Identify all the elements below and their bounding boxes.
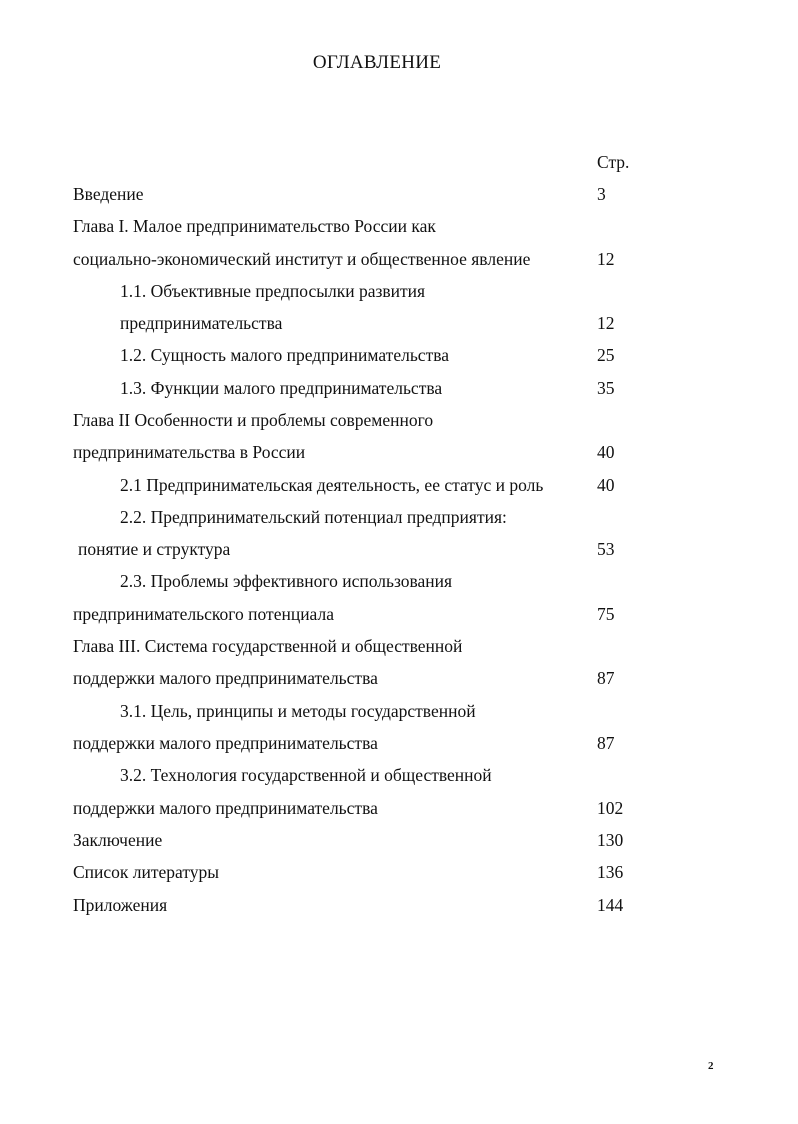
toc-page-section-2-3: 75 [597, 604, 615, 624]
toc-entry-chapter-2-line2: предпринимательства в России [73, 442, 306, 462]
toc-entry-section-2-1: 2.1 Предпринимательская деятельность, ее статус и роль [120, 475, 544, 495]
toc-page-section-2-1: 40 [597, 475, 615, 495]
toc-page-intro: 3 [597, 184, 606, 204]
toc-page-chapter-1: 12 [597, 249, 615, 269]
toc-page-section-3-1: 87 [597, 733, 615, 753]
toc-page-section-2-2: 53 [597, 539, 615, 559]
toc-entry-chapter-3-line1: Глава III. Система государственной и общественной [73, 636, 463, 656]
toc-entry-section-3-2-line1: 3.2. Технология государственной и общественной [120, 765, 492, 785]
page-column-header: Стр. [597, 152, 630, 172]
toc-entry-appendices: Приложения [73, 895, 168, 915]
toc-page-section-1-2: 25 [597, 345, 615, 365]
toc-entry-section-2-2-line2: понятие и структура [78, 539, 231, 559]
page-number: 2 [708, 1060, 714, 1072]
toc-entry-section-1-1-line2: предпринимательства [120, 313, 283, 333]
toc-entry-section-2-3-line2: предпринимательского потенциала [73, 604, 334, 624]
toc-entry-section-2-2-line1: 2.2. Предпринимательский потенциал предприятия: [120, 507, 507, 527]
toc-entry-intro: Введение [73, 184, 144, 204]
toc-entry-section-1-3: 1.3. Функции малого предпринимательства [120, 378, 443, 398]
toc-page-appendices: 144 [597, 895, 624, 915]
toc-entry-references: Список литературы [73, 862, 220, 882]
toc-page-section-3-2: 102 [597, 798, 624, 818]
toc-page-section-1-3: 35 [597, 378, 615, 398]
toc-page-chapter-3: 87 [597, 668, 615, 688]
toc-entry-section-3-1-line2: поддержки малого предпринимательства [73, 733, 378, 753]
toc-page-conclusion: 130 [597, 830, 624, 850]
toc-entry-section-1-1-line1: 1.1. Объективные предпосылки развития [120, 281, 426, 301]
toc-page-chapter-2: 40 [597, 442, 615, 462]
toc-entry-conclusion: Заключение [73, 830, 163, 850]
toc-entry-chapter-3-line2: поддержки малого предпринимательства [73, 668, 378, 688]
toc-entry-section-2-3-line1: 2.3. Проблемы эффективного использования [120, 571, 453, 591]
toc-entry-section-3-1-line1: 3.1. Цель, принципы и методы государственной [120, 701, 476, 721]
toc-page-section-1-1: 12 [597, 313, 615, 333]
toc-page-references: 136 [597, 862, 624, 882]
toc-entry-section-3-2-line2: поддержки малого предпринимательства [73, 798, 378, 818]
toc-entry-chapter-2-line1: Глава II Особенности и проблемы современного [73, 410, 434, 430]
toc-entry-chapter-1-line1: Глава I. Малое предпринимательство России как [73, 216, 436, 236]
toc-entry-section-1-2: 1.2. Сущность малого предпринимательства [120, 345, 450, 365]
page-title: ОГЛАВЛЕНИЕ [312, 52, 442, 73]
toc-entry-chapter-1-line2: социально-экономический институт и общественное явление [73, 249, 531, 269]
